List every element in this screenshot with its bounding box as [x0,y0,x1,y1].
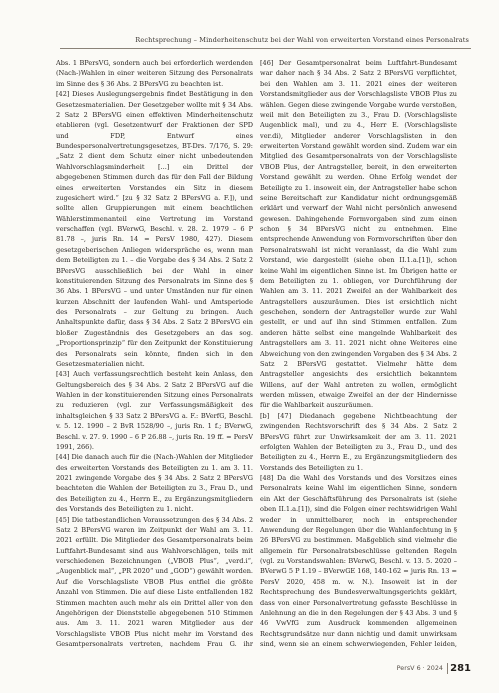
header-divider [60,48,471,49]
right-column [260,58,457,648]
page-number: 281 [450,663,471,674]
paragraph: [44] Die danach auch für die (Nach-)Wahlen der Mitglieder des erweiterten Vorstands des Beteiligten zu 1. am 3. 11. 2021 zwingende Vorgabe des § 34 Abs. 2 Satz 2 BPersVG beachteten die Wahlen der Beteiligten zu 3., Frau D., und des Beteiligten zu 4., Herrn E., zu Ergänzungsmitgliedern des Vorstands des Beteiligten zu 1. nicht. [56,453,253,514]
paragraph: [48] Da die Wahl des Vorstands und des Vorsitzes eines Personalrats keine Wahl im eigentlichen Sinne, sondern ein Akt der Geschäftsführung des Personalrats ist (siehe oben II.1.a.[1]), sind die Folgen einer rechtswidrigen Wahl weder in unmittelbarer, noch in entsprechender Anwendung der Regelungen über die Wahlanfechtung in § 26 BPersVG zu bestimmen. Maßgeblich sind vielmehr die allgemein für Personalratsbeschlüsse geltenden Regeln (vgl. zu Vorstandswahlen: BVerwG, Beschl. v. 13. 5. 2020 – BVerwG 5 P 1.19 – BVerwGE 168, 140-162 = juris Rn. 13 = PersV 2020, 458 m. w. N.). Insoweit ist in der Rechtsprechung des Bundesverwaltungsgerichts geklärt, dass von einer Personalvertretung gefasste Beschlüsse in Anlehnung an die in den Regelungen der § 43 Abs. 3 und § 46 VwVfG zum Ausdruck kommenden allgemeinen Rechtsgrundsätze nur dann nichtig und damit unwirksam sind, wenn sie an einem schwerwiegenden, Fehler leiden, [260,474,457,648]
paragraph: Abs. 1 BPersVG, sondern auch bei erforderlich werdenden (Nach-)Wahlen in einer weiteren Sitzung des Personalrats im Sinne des § 36 Abs. 2 BPersVG zu beachten ist. [56,59,253,88]
paragraph: [45] Die tatbestandlichen Voraussetzungen des § 34 Abs. 2 Satz 2 BPersVG waren im Zeitpunkt der Wahl am 3. 11. 2021 erfüllt. Die Mitglieder des Gesamtpersonalrats beim Luftfahrt-Bundesamt sind aus Wahlvorschlägen, teils mit verschiedenen Bezeichnungen („VBOB Plus“, „verd.i“, „Augenblick mal“, „PR 2020“ und „GOD“) gewählt worden. Auf die Vorschlagsliste VBOB Plus entfiel die größte Anzahl von Stimmen. Die auf diese Liste entfallenden 182 Stimmen machten auch mehr als ein Drittel aller von den Angehörigen der Dienststelle abgegebenen 510 Stimmen aus. Am 3. 11. 2021 waren Mitglieder aus der Vorschlagsliste VBOB Plus nicht mehr im Vorstand des Gesamtpersonalrats vertreten, nachdem Frau G. ihr [56,515,253,648]
page-header [0,0,499,44]
left-column [56,58,253,648]
paragraph: [b] [47] Diedanach gegebene Nichtbeachtung der zwingenden Rechtsvorschrift des § 34 Abs. 2 Satz 2 BPersVG führt zur Unwirksamkeit der am 3. 11. 2021 erfolgten Wahlen der Beteiligten zu 3., Frau D., und des Beteiligten zu 4., Herrn E., zu Ergänzungsmitgliedern des Vorstands des Beteiligten zu 1. [260,411,457,472]
journal-issue: PersV 6 · 2024 [396,664,443,672]
page-footer [0,653,499,693]
paragraph: [43] Auch verfassungsrechtlich besteht kein Anlass, den Geltungsbereich des § 34 Abs. 2 Satz 2 BPersVG auf die Wahlen in der konstituierenden Sitzung eines Personalrats zu reduzieren (vgl. zur Verfassungsmäßigkeit des inhaltsgleichen § 33 Satz 2 BPersVG a. F.: BVerfG, Beschl. v. 5. 12. 1990 – 2 BvR 1528/90 –, juris Rn. 1 f.; BVerwG, Beschl. v. 27. 9. 1990 – 6 P 26.88 –, juris Rn. 19 ff. = PersV 1991, 266). [56,370,253,451]
running-title: Rechtsprechung – Minderheitenschutz bei der Wahl von erweiterten Vorstand eines Personalrats [135,36,469,44]
paragraph: [42] Dieses Auslegungsergebnis findet Bestätigung in den Gesetzesmaterialien. Der Gesetzgeber wollte mit § 34 Abs. 2 Satz 2 BPersVG einen effektiven Minderheitenschutz etablieren (vgl. Gesetzentwurf der Fraktionen der SPD und FDP, Entwurf eines Bundespersonalvertretungsgesetzes, BT-Drs. 7/176, S. 29: „Satz 2 dient dem Schutz einer nicht unbedeutenden Wahlvorschlagsminderheit [...] ein Drittel der abgegebenen Stimmen durch das für den Fall der Bildung eines erweiterten Vorstandes ein Sitz in diesem zugesichert wird.“ [zu § 32 Satz 2 BPersVG a. F.]), und sollte allen Gruppierungen mit einem beachtlichen Wählerstimmenanteil eine Vertretung im Vorstand verschaffen (vgl. BVerwG, Beschl. v. 28. 2. 1979 – 6 P 81.78 –, juris Rn. 14 = PersV 1980, 427). Diesem gesetzgeberischen Anliegen widerspräche es, wenn man dem Beteiligten zu 1. – die Vorgabe des § 34 Abs. 2 Satz 2 BPersVG ausschließlich bei der Wahl in einer konstituierenden Sitzung des Personalrats im Sinne des § 36 Abs. 1 BPersVG – und unter Umständen nur für einen kurzen Abschnitt der laufenden Wahl- und Amtsperiode des Personalrats – zur Geltung zu bringen. Auch Anhaltspunkte dafür, dass § 34 Abs. 2 Satz 2 BPersVG ein bloßer Zugeständnis des Gesetzgebers an das sog. „Proportionsprinzip“ für den Zeitpunkt der Konstituierung des Personalrats sein könnte, finden sich in den Gesetzesmaterialien nicht. [56,90,253,368]
footer-divider [447,663,448,674]
paragraph: [46] Der Gesamtpersonalrat beim Luftfahrt-Bundesamt war daher nach § 34 Abs. 2 Satz 2 BPersVG verpflichtet, bei den Wahlen am 3. 11. 2021 eines der weiteren Vorstandsmitglieder aus der Vorschlagsliste VBOB Plus zu wählen. Gegen diese zwingende Vorgabe wurde verstoßen, weil mit den Beteiligten zu 3., Frau D. (Vorschlagsliste Augenblick mal), und zu 4., Herr E. (Vorschlagsliste ver.di), Mitglieder anderer Vorschlagslisten in den erweiterten Vorstand gewählt worden sind. Zudem war ein Mitglied des Gesamtpersonalrats von der Vorschlagsliste VBOB Plus, der Antragsteller, bereit, in den erweiterten Vorstand gewählt zu werden. Ohne Erfolg wendet der Beteiligte zu 1. insoweit ein, der Antragsteller habe schon seine Bereitschaft zur Kandidatur nicht ordnungsgemäß erklärt und verwarf der Wahl nicht persönlich anwesend gewesen. Dahingehende Formvorgaben sind zum einen schon § 34 BPersVG nicht zu entnehmen. Eine entsprechende Anwendung von Formvorschriften über den Personalratswahl ist nicht veranlasst, da die Wahl zum Vorstand, wie dargestellt (siehe oben II.1.a.[1]), schon keine Wahl im eigentlichen Sinne ist. Im Übrigen hatte er dem Beteiligten zu 1. obliegen, vor Durchführung der Wahlen am 3. 11. 2021 Zweifel an der Wahlbarkeit des Antragstellers auszuräumen. Dies ist ersichtlich nicht geschehen, sondern der Antragsteller wurde zur Wahl gestellt, er und auf ihn sind Stimmen entfallen. Zum anderen hätte selbst eine mangelnde Wahlbarkeit des Antragstellers am 3. 11. 2021 nicht ohne Weiteres eine Abweichung von den zwingenden Vorgaben des § 34 Abs. 2 Satz 2 BPersVG gestattet. Vielmehr hätte dem Antragsteller angesichts des ersichtlich bekanntem Willens, auf der Wahl antreten zu wollen, ermöglicht werden müssen, etwaige Zweifel an der der Hindernisse für die Wahlbarkeit auszuräumen. [260,59,457,410]
